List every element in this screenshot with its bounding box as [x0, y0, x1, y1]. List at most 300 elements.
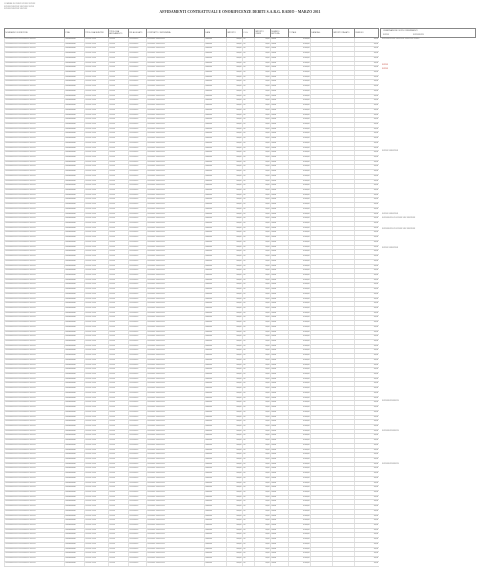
table-cell: 00,00	[355, 325, 379, 330]
table-cell: XXXXXXX XXXXXXXX	[147, 66, 205, 71]
table-cell: 000,00	[227, 141, 243, 146]
table-cell: 00,00	[355, 292, 379, 297]
table-cell: XXXXX XXXX	[85, 127, 109, 132]
table-cell: 00,00	[255, 217, 271, 222]
table-cell: 00/00/00	[205, 255, 227, 260]
table-cell: 000,00	[227, 500, 243, 505]
table-cell: XXXXXXXX	[129, 212, 147, 217]
table-cell: 0.000,00	[289, 495, 311, 500]
table-cell: XXXXX XXXX	[85, 122, 109, 127]
table-cell: 00/00/00	[205, 212, 227, 217]
table-cell: 00,00	[355, 104, 379, 109]
table-cell: 00	[243, 429, 255, 434]
table-cell: 000,00	[227, 94, 243, 99]
table-cell: 00,00	[255, 401, 271, 406]
table-cell: 00000	[271, 94, 289, 99]
table-cell: XXXXX	[109, 429, 129, 434]
table-cell: XXXXX	[109, 528, 129, 533]
table-cell: XXXXX	[109, 406, 129, 411]
table-cell: 00,00	[255, 198, 271, 203]
table-cell: XXXXXXX XXXXXXXX	[147, 302, 205, 307]
table-cell: 00000000000	[65, 245, 85, 250]
table-cell: 00/00/00	[205, 151, 227, 156]
table-cell: 00/00/00	[205, 335, 227, 340]
table-cell: 00	[243, 448, 255, 453]
table-cell: 00000000000	[65, 481, 85, 486]
notes-subheader: XXXXX	[383, 33, 389, 36]
table-cell: 00/00/00	[205, 122, 227, 127]
table-cell: XXXXXXX XXXXXXXX	[147, 226, 205, 231]
table-cell: 00,00	[255, 155, 271, 160]
table-cell: 00,00	[355, 113, 379, 118]
table-cell: 00000	[271, 193, 289, 198]
table-cell: XXXXX XXXX	[85, 85, 109, 90]
table-cell: XXXXXXXXXXX XXXXXXXXXX XXXXX	[5, 434, 65, 439]
table-cell: 00	[243, 212, 255, 217]
table-cell: 0.000,00	[289, 316, 311, 321]
table-cell: 00000000000	[65, 514, 85, 519]
table-cell: XXXXXXXXXXX XXXXXXXXXX XXXXX	[5, 533, 65, 538]
table-cell: XXXXX XXXX	[85, 401, 109, 406]
table-cell: XXXXX	[109, 495, 129, 500]
table-cell: XXXXXXXX	[129, 297, 147, 302]
table-cell: 00000	[271, 42, 289, 47]
table-cell: XXXXX	[109, 443, 129, 448]
table-cell: 000,00	[227, 118, 243, 123]
table-cell: XXXXXXX XXXXXXXX	[147, 538, 205, 543]
table-cell: 00,00	[255, 457, 271, 462]
table-cell: 00,00	[255, 222, 271, 227]
table-cell: XXXXX	[109, 203, 129, 208]
table-cell: XXXXX	[109, 255, 129, 260]
table-cell: 00000	[271, 184, 289, 189]
table-cell: XXXXXXXXXXX XXXXXXXXXX XXXXX	[5, 94, 65, 99]
table-cell: 00,00	[255, 236, 271, 241]
table-cell: XXXXXXXX	[129, 429, 147, 434]
table-cell: 00/00/00	[205, 66, 227, 71]
table-cell: 000,00	[227, 155, 243, 160]
table-cell: 00,00	[255, 212, 271, 217]
table-cell: 00/00/00	[205, 340, 227, 345]
table-cell: XXXXXXXX	[129, 273, 147, 278]
table-cell: 000,00	[227, 415, 243, 420]
table-cell: 00000000000	[65, 288, 85, 293]
table-cell: 00,00	[355, 443, 379, 448]
table-cell: 00,00	[355, 179, 379, 184]
table-cell: 00/00/00	[205, 264, 227, 269]
table-cell: 00	[243, 481, 255, 486]
table-cell: 00000000000	[65, 250, 85, 255]
table-cell: 00,00	[355, 467, 379, 472]
table-cell: 0.000,00	[289, 250, 311, 255]
table-cell: 0.000,00	[289, 406, 311, 411]
table-cell: 0.000,00	[289, 80, 311, 85]
table-cell: 0.000,00	[289, 552, 311, 557]
table-cell: XXXXX	[109, 47, 129, 52]
table-cell: XXXXX	[109, 486, 129, 491]
table-cell: XXXXX XXXX	[85, 358, 109, 363]
table-cell: XXXXXXXX	[129, 141, 147, 146]
table-cell: 00000000000	[65, 406, 85, 411]
table-cell: XXXXX	[109, 519, 129, 524]
table-cell: XXXXXXXX	[129, 552, 147, 557]
table-cell: XXXXX XXXX	[85, 354, 109, 359]
table-cell: 00000000000	[65, 354, 85, 359]
table-cell: XXXXXXXX	[129, 547, 147, 552]
table-cell: 00000	[271, 89, 289, 94]
table-cell: 00,00	[355, 283, 379, 288]
table-cell: XXXXXXXX	[129, 533, 147, 538]
table-cell: 00,00	[255, 387, 271, 392]
table-cell: 00000000000	[65, 259, 85, 264]
table-cell: XXXXXXX XXXXXXXX	[147, 292, 205, 297]
table-cell: 00	[243, 160, 255, 165]
table-cell: 00,00	[355, 533, 379, 538]
table-cell: 00000000000	[65, 165, 85, 170]
table-cell: 00,00	[255, 141, 271, 146]
table-cell: 0.000,00	[289, 174, 311, 179]
table-cell: 00/00/00	[205, 481, 227, 486]
table-cell: XXXXX XXXX	[85, 170, 109, 175]
table-cell: 00,00	[255, 80, 271, 85]
table-cell: XXXXXXX XXXXXXXX	[147, 368, 205, 373]
table-cell: 00/00/00	[205, 113, 227, 118]
table-cell: 00	[243, 189, 255, 194]
table-cell: 00000	[271, 439, 289, 444]
table-cell: XXXXXXX XXXXXXXX	[147, 94, 205, 99]
table-cell: 00	[243, 127, 255, 132]
table-cell: XXXXX	[109, 344, 129, 349]
table-cell: XXXXXXXXXXX XXXXXXXXXX XXXXX	[5, 491, 65, 496]
table-cell: XXXXX XXXX	[85, 434, 109, 439]
table-cell: 00/00/00	[205, 283, 227, 288]
table-cell: XXXXXXXXXXX XXXXXXXXXX XXXXX	[5, 391, 65, 396]
table-cell: 00,00	[355, 368, 379, 373]
table-cell: 000,00	[227, 127, 243, 132]
table-cell: XXXXX	[109, 439, 129, 444]
table-cell: XXXXX XXXX	[85, 476, 109, 481]
table-cell: XXXXX	[109, 283, 129, 288]
table-cell: 00	[243, 222, 255, 227]
table-cell: XXXXXXXXXXX XXXXXXXXXX XXXXX	[5, 226, 65, 231]
table-cell: 000,00	[227, 429, 243, 434]
table-cell: XXXXX XXXX	[85, 222, 109, 227]
table-cell: 00/00/00	[205, 269, 227, 274]
table-cell: XXXXX	[109, 410, 129, 415]
table-cell: 000,00	[227, 401, 243, 406]
table-cell: XXXXX XXXX	[85, 179, 109, 184]
table-cell: 0.000,00	[289, 273, 311, 278]
table-cell: 0.000,00	[289, 113, 311, 118]
table-cell: XXXXXXXX	[129, 538, 147, 543]
table-cell: XXXXX XXXX	[85, 113, 109, 118]
table-cell: XXXXX XXXX	[85, 491, 109, 496]
table-cell: 00,00	[355, 231, 379, 236]
table-cell: 00000000000	[65, 557, 85, 562]
table-cell: XXXXX	[109, 401, 129, 406]
table-cell: XXXXXXX XXXXXXXX	[147, 481, 205, 486]
table-cell: 0.000,00	[289, 94, 311, 99]
table-cell: 0.000,00	[289, 420, 311, 425]
table-cell: 00,00	[355, 66, 379, 71]
table-cell: XXXXXXXXXXX XXXXXXXXXX XXXXX	[5, 302, 65, 307]
table-cell: 00000	[271, 401, 289, 406]
table-cell: XXXXX XXXX	[85, 420, 109, 425]
table-cell: 00000	[271, 146, 289, 151]
table-cell: 000,00	[227, 269, 243, 274]
table-cell: XXXXX XXXX	[85, 344, 109, 349]
header-line: COMUNE DI XXXXX XXXXX XXXXX	[4, 3, 36, 5]
table-cell: 00,00	[255, 297, 271, 302]
table-cell: XXXXXXX XXXXXXXX	[147, 457, 205, 462]
table-cell: 00	[243, 269, 255, 274]
table-cell: 00	[243, 354, 255, 359]
table-cell: 00	[243, 495, 255, 500]
table-cell: 00/00/00	[205, 330, 227, 335]
table-cell: XXXXX XXXX	[85, 472, 109, 477]
table-cell: 00/00/00	[205, 391, 227, 396]
table-cell: 0.000,00	[289, 160, 311, 165]
table-cell: 00000	[271, 382, 289, 387]
table-cell: XXXXXXX XXXXXXXX	[147, 184, 205, 189]
table-cell: XXXXXXX XXXXXXXX	[147, 354, 205, 359]
table-cell: XXXXXXX XXXXXXXX	[147, 552, 205, 557]
table-cell: 000,00	[227, 198, 243, 203]
table-cell: 000,00	[227, 193, 243, 198]
table-cell: XXXXXXXX	[129, 439, 147, 444]
table-cell: 00000	[271, 528, 289, 533]
table-cell: XXXXX	[109, 514, 129, 519]
table-cell: 00,00	[255, 311, 271, 316]
table-cell: 00000000000	[65, 439, 85, 444]
table-cell: 00000000000	[65, 443, 85, 448]
table-cell: XXXXX	[109, 325, 129, 330]
table-cell: 000,00	[227, 448, 243, 453]
table-cell: XXXXXXXXXXX XXXXXXXXXX XXXXX	[5, 66, 65, 71]
table-cell: 000,00	[227, 80, 243, 85]
table-cell: XXXXX XXXX	[85, 198, 109, 203]
column-header: DATA PAG.	[311, 29, 333, 38]
table-cell: 00000000000	[65, 264, 85, 269]
table-cell: 00/00/00	[205, 259, 227, 264]
table-cell: XXXXXXX XXXXXXXX	[147, 344, 205, 349]
table-cell: XXXXX XXXX	[85, 415, 109, 420]
table-cell: 00,00	[255, 429, 271, 434]
table-cell: 00,00	[255, 552, 271, 557]
table-cell: 00000000000	[65, 377, 85, 382]
column-header: TIPOLOGIA AFFIDAMENTO	[109, 29, 129, 38]
table-cell: 00	[243, 533, 255, 538]
table-cell: XXXXXXXX	[129, 155, 147, 160]
table-cell: 00,00	[255, 174, 271, 179]
table-body	[5, 38, 379, 567]
table-cell: XXXXXXXX	[129, 170, 147, 175]
table-cell: XXXXXXXXXXX XXXXXXXXXX XXXXX	[5, 137, 65, 142]
table-cell: XXXXXXX XXXXXXXX	[147, 61, 205, 66]
table-cell: 00	[243, 457, 255, 462]
table-cell: XXXXX	[109, 335, 129, 340]
table-cell: 00/00/00	[205, 292, 227, 297]
table-cell	[333, 561, 355, 566]
table-cell: XXXXX XXXX	[85, 424, 109, 429]
table-cell: 00	[243, 118, 255, 123]
table-cell: 0.000,00	[289, 415, 311, 420]
table-cell: 00,00	[355, 226, 379, 231]
table-cell: XXXXX	[109, 278, 129, 283]
table-cell: 00000	[271, 542, 289, 547]
table-cell: 00000	[271, 231, 289, 236]
table-cell: 0.000,00	[289, 137, 311, 142]
table-cell: 0.000,00	[289, 283, 311, 288]
table-cell: 00000	[271, 396, 289, 401]
table-cell: 00,00	[355, 415, 379, 420]
table-cell: 00,00	[355, 42, 379, 47]
table-cell: 00000000000	[65, 240, 85, 245]
table-cell: XXXXX XXXX	[85, 443, 109, 448]
table-cell: 00,00	[355, 439, 379, 444]
table-cell: 00,00	[255, 354, 271, 359]
table-cell: 00000	[271, 443, 289, 448]
table-cell: XXXXXXXX	[129, 283, 147, 288]
table-cell: 00000000000	[65, 278, 85, 283]
table-cell: XXXXX	[109, 245, 129, 250]
table-cell: XXXXX XXXX	[85, 373, 109, 378]
table-cell: 00000	[271, 269, 289, 274]
note-entry: XXXXX XXXXXXXX	[382, 213, 399, 216]
table-cell: 00000	[271, 151, 289, 156]
table-cell: 000,00	[227, 273, 243, 278]
table-cell: 00,00	[255, 184, 271, 189]
table-cell: 0.000,00	[289, 491, 311, 496]
table-cell: 00	[243, 528, 255, 533]
table-cell: 0.000,00	[289, 401, 311, 406]
table-cell: 00000	[271, 198, 289, 203]
table-cell: 00	[243, 99, 255, 104]
table-cell: 00,00	[355, 151, 379, 156]
table-cell: 00,00	[255, 330, 271, 335]
table-cell: XXXXXXXXXXX XXXXXXXXXX XXXXX	[5, 179, 65, 184]
table-cell: 0.000,00	[289, 325, 311, 330]
table-cell: 00,00	[355, 476, 379, 481]
table-cell: 000,00	[227, 382, 243, 387]
table-cell: 00000000000	[65, 358, 85, 363]
table-cell: XXXXXXXXXXX XXXXXXXXXX XXXXX	[5, 363, 65, 368]
table-cell: 000,00	[227, 207, 243, 212]
table-cell: 00,00	[255, 368, 271, 373]
table-cell: 000,00	[227, 47, 243, 52]
table-cell: XXXXXXXX	[129, 38, 147, 43]
table-cell: XXXXXXXXXXX XXXXXXXXXX XXXXX	[5, 108, 65, 113]
table-cell: XXXXXXX XXXXXXXX	[147, 528, 205, 533]
table-cell: 00,00	[255, 302, 271, 307]
table-cell: 00,00	[355, 297, 379, 302]
table-cell: 00,00	[355, 448, 379, 453]
table-cell: 00000	[271, 212, 289, 217]
table-cell: XXXXX	[109, 179, 129, 184]
table-cell: XXXXXXX XXXXXXXX	[147, 476, 205, 481]
table-cell: XXXXX	[109, 476, 129, 481]
table-cell: 00000000000	[65, 306, 85, 311]
table-cell: XXXXX	[109, 415, 129, 420]
table-cell: XXXXXXXXXXX XXXXXXXXXX XXXXX	[5, 557, 65, 562]
table-cell: XXXXX	[109, 288, 129, 293]
table-cell: 00,00	[255, 476, 271, 481]
table-cell: 00,00	[255, 165, 271, 170]
table-cell: 00	[243, 476, 255, 481]
table-cell: XXXXX	[109, 75, 129, 80]
table-cell: XXXXX	[109, 500, 129, 505]
table-cell: 00,00	[355, 453, 379, 458]
table-cell: 00,00	[355, 462, 379, 467]
table-cell: XXXXXXXXXXX XXXXXXXXXX XXXXX	[5, 85, 65, 90]
table-cell: 00	[243, 75, 255, 80]
table-cell: XXXXXXXXXXX XXXXXXXXXX XXXXX	[5, 330, 65, 335]
table-cell: XXXXX	[109, 377, 129, 382]
table-cell: 00	[243, 462, 255, 467]
table-cell: 0.000,00	[289, 245, 311, 250]
table-cell: 00000	[271, 155, 289, 160]
table-cell: XXXXXXXXXXX XXXXXXXXXX XXXXX	[5, 349, 65, 354]
table-cell: XXXXXXX XXXXXXXX	[147, 524, 205, 529]
table-cell: XXXXXXX XXXXXXXX	[147, 306, 205, 311]
table-cell: 00	[243, 113, 255, 118]
table-cell: 00	[243, 155, 255, 160]
table-cell: 00	[243, 132, 255, 137]
table-cell: XXXXXXXX	[129, 561, 147, 566]
table-cell: 00000000000	[65, 236, 85, 241]
table-cell: XXXXXXX XXXXXXXX	[147, 222, 205, 227]
table-cell: 00	[243, 396, 255, 401]
table-cell: XXXXXXX XXXXXXXX	[147, 288, 205, 293]
table-cell: 00000	[271, 486, 289, 491]
table-cell: XXXXXXXX	[129, 66, 147, 71]
table-cell: 00000	[271, 472, 289, 477]
table-cell: 00000000000	[65, 189, 85, 194]
table-cell: XXXXXXX XXXXXXXX	[147, 340, 205, 345]
table-cell: 00000	[271, 410, 289, 415]
table-cell: XXXXXXXXXXX XXXXXXXXXX XXXXX	[5, 467, 65, 472]
table-cell: XXXXXXXXXXX XXXXXXXXXX XXXXX	[5, 462, 65, 467]
table-cell: 00,00	[355, 335, 379, 340]
table-cell: 00000000000	[65, 538, 85, 543]
table-cell: 00000	[271, 387, 289, 392]
table-cell: XXXXX	[109, 250, 129, 255]
table-cell: 00	[243, 207, 255, 212]
table-cell: XXXXX XXXX	[85, 406, 109, 411]
table-cell: XXXXXXX XXXXXXXX	[147, 358, 205, 363]
table-cell: 000,00	[227, 165, 243, 170]
table-cell: 00000	[271, 462, 289, 467]
table-cell: 00000	[271, 170, 289, 175]
table-cell: XXXXXXX XXXXXXXX	[147, 155, 205, 160]
table-cell: 00000	[271, 99, 289, 104]
table-cell: 0.000,00	[289, 278, 311, 283]
table-cell: XXXXXXXXXXX XXXXXXXXXX XXXXX	[5, 99, 65, 104]
table-cell: XXXXX XXXX	[85, 66, 109, 71]
table-cell: XXXXXXXXXXX XXXXXXXXXX XXXXX	[5, 524, 65, 529]
table-cell: XXXXX XXXX	[85, 80, 109, 85]
table-cell: 00	[243, 410, 255, 415]
table-cell: 0.000,00	[289, 269, 311, 274]
table-cell: XXXXX XXXX	[85, 207, 109, 212]
table-cell: 00000	[271, 330, 289, 335]
table-cell: XXXXXXX XXXXXXXX	[147, 278, 205, 283]
table-cell: XXXXXXXX	[129, 226, 147, 231]
table-cell: 000,00	[227, 104, 243, 109]
table-cell: 00,00	[255, 151, 271, 156]
table-cell: XXXXXXX XXXXXXXX	[147, 104, 205, 109]
table-cell: XXXXX XXXX	[85, 61, 109, 66]
